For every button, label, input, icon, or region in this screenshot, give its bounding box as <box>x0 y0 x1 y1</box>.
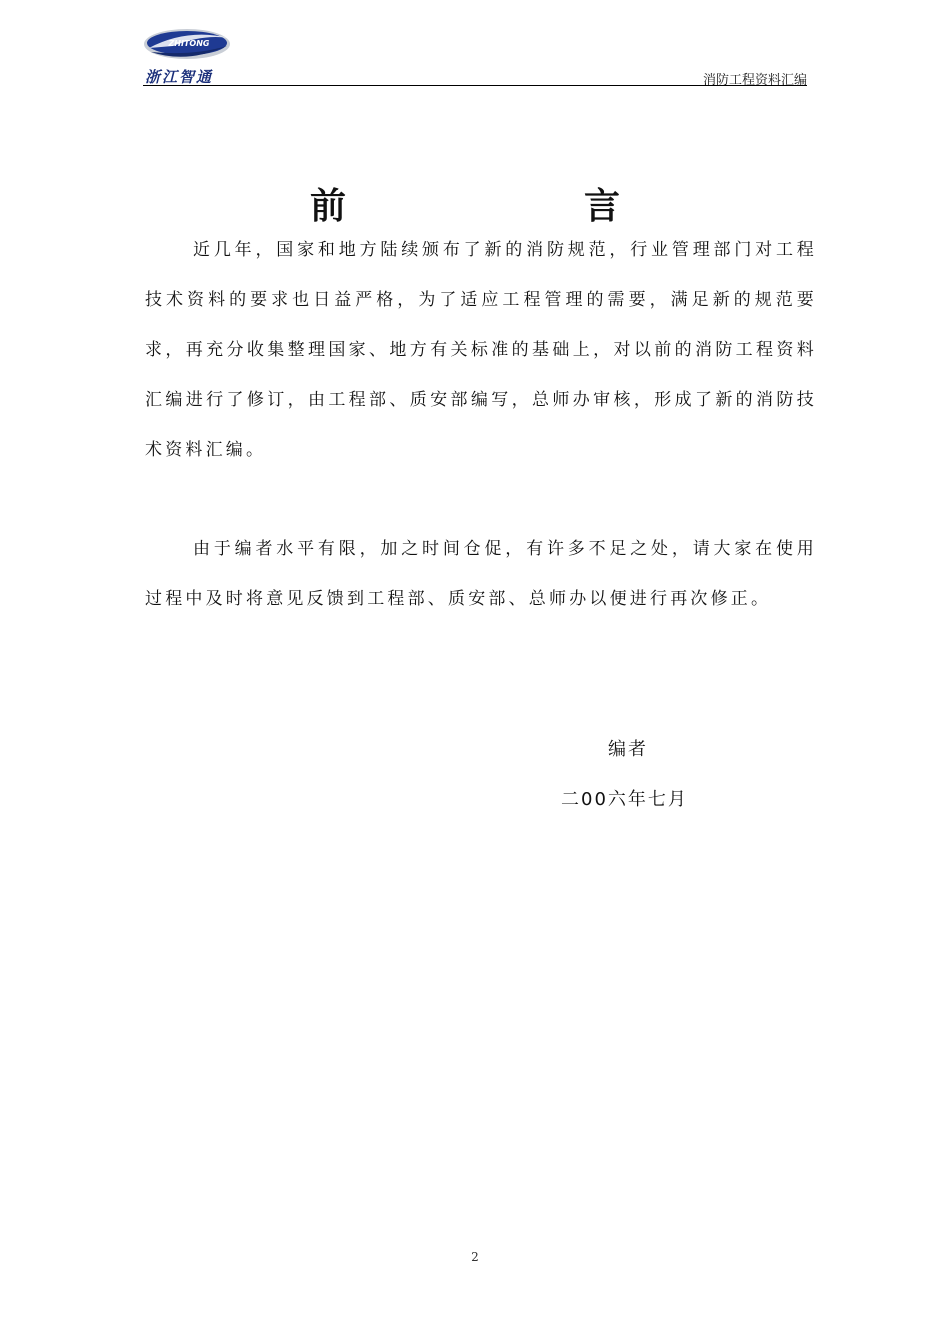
signature-date: 二00六年七月 <box>561 789 688 810</box>
page-title <box>310 178 630 226</box>
preface-paragraph-1: 近几年，国家和地方陆续颁布了新的消防规范，行业管理部门对工程技术资料的要求也日益严格，为了适应工程管理的需要，满足新的规范要求，再充分收集整理国家、地方有关标准的基础上，对以前的消防工程资料汇编进行了修订，由工程部、质安部编写，总师办审核，形成了新的消防技术资料汇编。 <box>145 240 817 460</box>
signature-author: 编者 <box>608 739 648 760</box>
page-header <box>143 24 807 86</box>
company-logo <box>143 24 233 84</box>
logo-text: 浙江智通 <box>145 68 214 86</box>
logo-emblem-icon <box>143 24 233 68</box>
preface-paragraph-2: 由于编者水平有限，加之时间仓促，有许多不足之处，请大家在使用过程中及时将意见反馈到工程部、质安部、总师办以便进行再次修正。 <box>145 539 817 609</box>
header-divider <box>143 85 807 86</box>
document-title: 消防工程资料汇编 <box>702 73 807 88</box>
title-char-1: 前 <box>310 186 347 227</box>
logo-mark-text: ZHITONG <box>168 39 210 48</box>
page-number: 2 <box>471 1250 479 1264</box>
title-char-2: 言 <box>583 186 620 227</box>
